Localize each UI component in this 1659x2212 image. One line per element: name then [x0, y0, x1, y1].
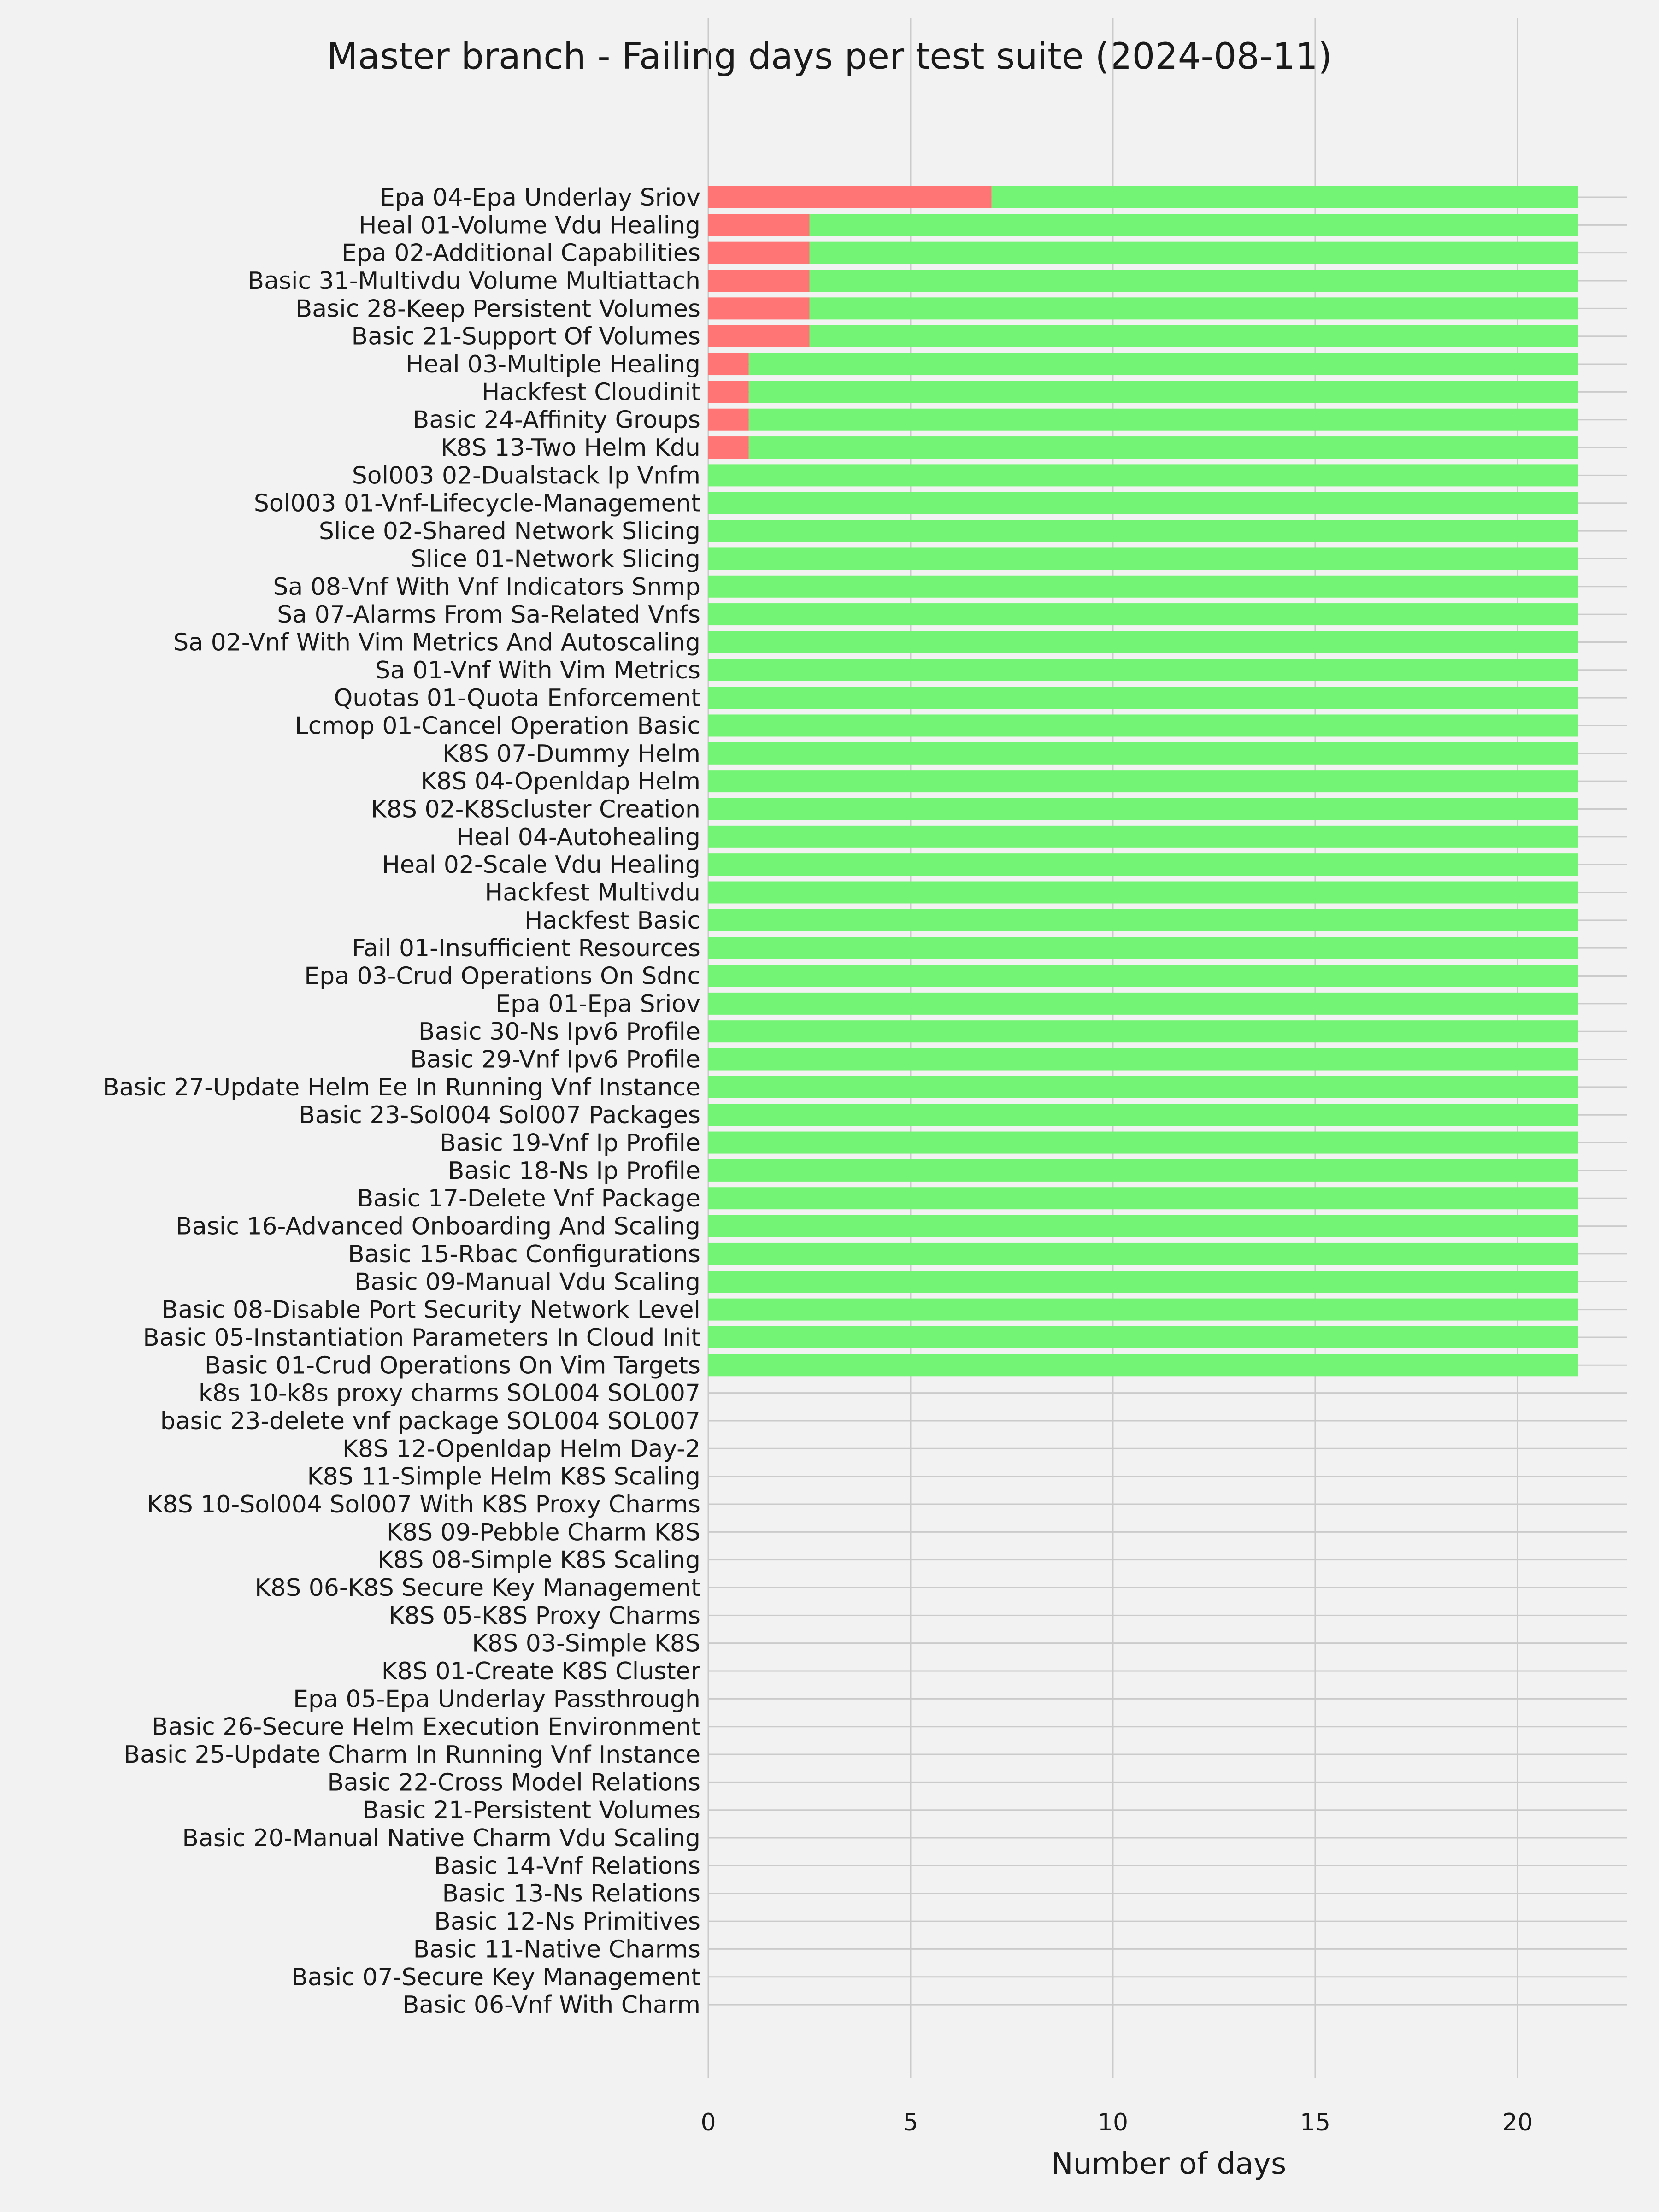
y-tick-label: Epa 03-Crud Operations On Sdnc [304, 962, 700, 990]
bar-pass [708, 882, 1578, 904]
y-tick-label: K8S 05-K8S Proxy Charms [388, 1602, 700, 1630]
y-tick-label: Fail 01-Insufficient Resources [352, 935, 700, 963]
y-tick-label: Sa 02-Vnf With Vim Metrics And Autoscaling [173, 629, 700, 657]
y-tick-label: K8S 11-Simple Helm K8S Scaling [307, 1463, 700, 1491]
bar-fail [708, 242, 809, 264]
y-tick-label: K8S 12-Openldap Helm Day-2 [342, 1435, 700, 1463]
y-tick-label: Basic 22-Cross Model Relations [327, 1769, 700, 1797]
bar-fail [708, 436, 749, 459]
x-tick-labels [700, 2109, 1533, 2136]
bar-pass [708, 853, 1578, 876]
y-tick-label: Basic 29-Vnf Ipv6 Profile [410, 1046, 700, 1074]
bar-pass [708, 1159, 1578, 1182]
y-tick-label: Basic 25-Update Charm In Running Vnf Instance [124, 1741, 700, 1769]
bar-pass [708, 1215, 1578, 1237]
y-tick-label: Basic 26-Secure Helm Execution Environment [152, 1713, 700, 1741]
y-tick-label: Basic 15-Rbac Configurations [348, 1240, 700, 1268]
y-tick-label: Basic 11-Native Charms [413, 1936, 700, 1964]
bar-fail [708, 270, 809, 292]
y-tick-label: K8S 08-Simple K8S Scaling [377, 1546, 700, 1574]
bar-pass [809, 270, 1578, 292]
y-tick-label: Slice 01-Network Slicing [411, 545, 700, 573]
y-tick-label: K8S 01-Create K8S Cluster [381, 1658, 700, 1686]
bar-pass [708, 576, 1578, 598]
bar-pass [708, 1299, 1578, 1321]
y-tick-label: Hackfest Basic [524, 906, 700, 935]
x-axis-label: Number of days [1051, 2147, 1287, 2181]
y-tick-label: Basic 07-Secure Key Management [291, 1963, 700, 1991]
bar-pass [749, 353, 1578, 375]
y-tick-label: Sa 07-Alarms From Sa-Related Vnfs [277, 601, 700, 629]
bar-pass [708, 520, 1578, 542]
y-tick-label: Basic 17-Delete Vnf Package [357, 1185, 700, 1213]
bar-pass [708, 1187, 1578, 1209]
y-tick-label: K8S 02-K8Scluster Creation [371, 795, 700, 824]
y-tick-label: Sol003 02-Dualstack Ip Vnfm [352, 462, 700, 490]
y-tick-label: Lcmop 01-Cancel Operation Basic [294, 712, 700, 740]
y-tick-label: Basic 13-Ns Relations [442, 1880, 700, 1908]
bar-pass [809, 325, 1578, 347]
bar-pass [992, 186, 1578, 208]
bar-pass [708, 1326, 1578, 1348]
bar-pass [708, 1076, 1578, 1098]
bar-pass [749, 436, 1578, 459]
y-tick-label: Basic 08-Disable Port Security Network Level [161, 1296, 700, 1324]
bar-pass [708, 603, 1578, 625]
y-tick-label: Epa 01-Epa Sriov [495, 990, 700, 1018]
y-tick-label: Sa 08-Vnf With Vnf Indicators Snmp [273, 573, 700, 601]
bar-pass [708, 798, 1578, 820]
y-tick-labels [103, 184, 701, 2019]
y-tick-label: Basic 14-Vnf Relations [434, 1852, 700, 1880]
y-tick-label: Sol003 01-Vnf-Lifecycle-Management [253, 489, 700, 518]
bar-pass [708, 1271, 1578, 1293]
y-tick-label: Sa 01-Vnf With Vim Metrics [375, 656, 700, 684]
y-tick-label: k8s 10-k8s proxy charms SOL004 SOL007 [198, 1379, 700, 1407]
bar-pass [708, 631, 1578, 653]
y-tick-label: Slice 02-Shared Network Slicing [318, 518, 700, 546]
bar-pass [708, 1354, 1578, 1376]
bar-fail [708, 409, 749, 431]
y-tick-label: Basic 31-Multivdu Volume Multiattach [247, 267, 700, 295]
y-tick-label: Heal 01-Volume Vdu Healing [359, 212, 700, 240]
bar-pass [749, 381, 1578, 403]
y-tick-label: Basic 06-Vnf With Charm [402, 1991, 700, 2019]
y-tick-label: K8S 10-Sol004 Sol007 With K8S Proxy Charms [147, 1490, 700, 1518]
y-tick-label: Quotas 01-Quota Enforcement [334, 684, 700, 712]
x-tick-label: 15 [1300, 2109, 1331, 2136]
bar-pass [708, 742, 1578, 765]
bar-pass [708, 659, 1578, 681]
bar-fail [708, 381, 749, 403]
chart-title: Master branch - Failing days per test suite (2024-08-11) [327, 36, 1332, 77]
y-tick-label: K8S 09-Pebble Charm K8S [386, 1518, 700, 1547]
bar-pass [708, 993, 1578, 1015]
bar-pass [708, 714, 1578, 736]
bar-pass [708, 965, 1578, 987]
y-tick-label: K8S 06-K8S Secure Key Management [254, 1574, 700, 1602]
y-tick-label: Basic 18-Ns Ip Profile [447, 1157, 700, 1185]
y-tick-label: Basic 21-Support Of Volumes [351, 323, 700, 351]
y-tick-label: Hackfest Multivdu [485, 879, 700, 907]
bar-fail [708, 353, 749, 375]
y-tick-label: K8S 07-Dummy Helm [442, 740, 700, 768]
bar-pass [708, 770, 1578, 792]
bar-pass [708, 826, 1578, 848]
y-tick-label: Basic 30-Ns Ipv6 Profile [418, 1018, 700, 1046]
bar-pass [809, 214, 1578, 236]
bar-pass [708, 909, 1578, 931]
bar-fail [708, 186, 992, 208]
y-tick-label: Epa 02-Additional Capabilities [341, 239, 700, 267]
y-tick-label: Basic 27-Update Helm Ee In Running Vnf Instance [102, 1073, 700, 1101]
y-tick-label: Basic 09-Manual Vdu Scaling [354, 1268, 700, 1296]
y-tick-label: Hackfest Cloudinit [482, 378, 700, 406]
bar-pass [708, 687, 1578, 709]
bar-pass [708, 1020, 1578, 1042]
y-tick-label: Basic 01-Crud Operations On Vim Targets [204, 1352, 700, 1380]
bar-pass [708, 1243, 1578, 1265]
bar-pass [809, 297, 1578, 319]
x-tick-label: 10 [1097, 2109, 1129, 2136]
x-tick-label: 0 [700, 2109, 716, 2136]
bar-fail [708, 297, 809, 319]
bar-pass [708, 1048, 1578, 1071]
y-tick-label: Epa 04-Epa Underlay Sriov [380, 184, 700, 212]
y-tick-label: K8S 04-Openldap Helm [420, 768, 700, 796]
bar-fail [708, 214, 809, 236]
y-tick-label: Heal 02-Scale Vdu Healing [382, 851, 700, 879]
y-tick-label: Basic 28-Keep Persistent Volumes [295, 295, 700, 323]
x-tick-label: 20 [1502, 2109, 1533, 2136]
y-tick-label: K8S 03-Simple K8S [472, 1630, 700, 1658]
y-tick-label: Heal 04-Autohealing [456, 823, 700, 851]
y-tick-label: Basic 20-Manual Native Charm Vdu Scaling [182, 1824, 700, 1853]
bar-pass [708, 464, 1578, 486]
bar-layer [708, 186, 1578, 1376]
bar-pass [809, 242, 1578, 264]
y-tick-label: Epa 05-Epa Underlay Passthrough [293, 1685, 700, 1713]
y-tick-label: basic 23-delete vnf package SOL004 SOL007 [160, 1407, 700, 1435]
bar-fail [708, 325, 809, 347]
y-tick-label: Basic 16-Advanced Onboarding And Scaling [176, 1212, 700, 1241]
y-tick-label: Basic 12-Ns Primitives [434, 1908, 700, 1936]
y-tick-label: Basic 21-Persistent Volumes [362, 1796, 700, 1824]
x-tick-label: 5 [903, 2109, 918, 2136]
bar-pass [708, 1132, 1578, 1154]
bar-pass [708, 492, 1578, 514]
y-tick-label: Basic 05-Instantiation Parameters In Cloud Init [143, 1324, 700, 1352]
y-tick-label: K8S 13-Two Helm Kdu [441, 434, 700, 462]
bar-pass [708, 1104, 1578, 1126]
bar-pass [708, 937, 1578, 959]
y-tick-label: Basic 23-Sol004 Sol007 Packages [299, 1101, 700, 1130]
bar-pass [708, 547, 1578, 570]
y-tick-label: Heal 03-Multiple Healing [406, 351, 700, 379]
y-tick-label: Basic 24-Affinity Groups [412, 406, 700, 434]
y-tick-label: Basic 19-Vnf Ip Profile [439, 1129, 700, 1157]
bar-pass [749, 409, 1578, 431]
